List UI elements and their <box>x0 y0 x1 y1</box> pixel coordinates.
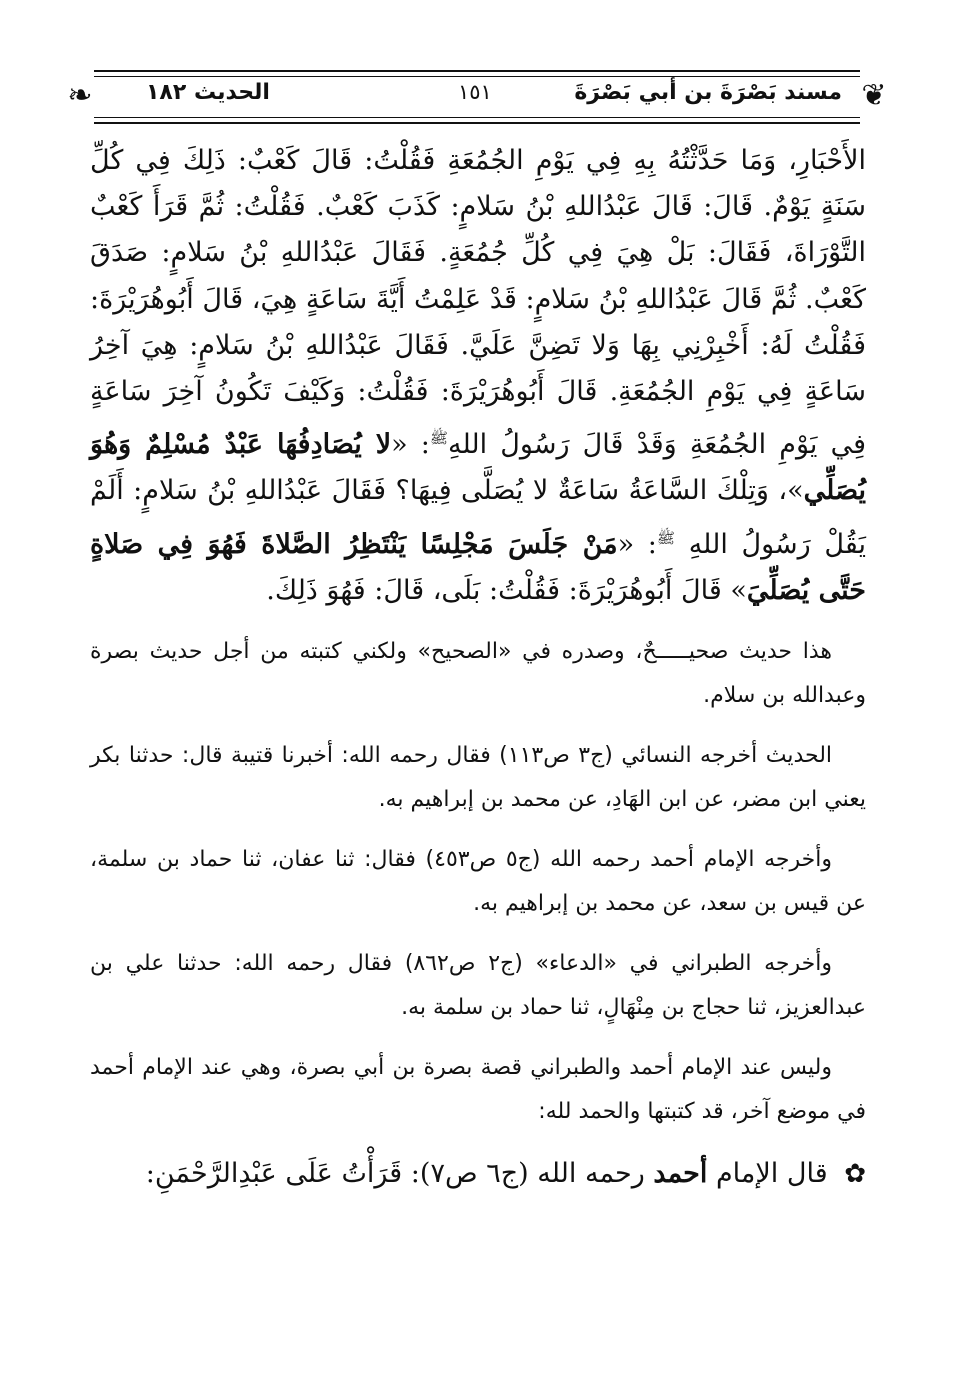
main-line-9b: » قَالَ <box>681 574 747 606</box>
ornament-left-icon: ❧ <box>67 78 93 113</box>
ornament-right-icon: ❦ <box>861 78 887 113</box>
page-content <box>90 138 866 1196</box>
main-line-7a: وَقَدْ قَالَ رَسُولُ اللهِ <box>448 429 677 461</box>
main-line-10: أَبُوهُرَيْرَةَ: فَقُلْتُ: بَلَى، قَالَ: فَهُوَ ذَلِكَ. <box>266 574 673 606</box>
main-line-3: التَّوْرَاةَ، فَقَالَ: بَلْ هِيَ فِي كُلِّ جُمُعَةٍ. فَقَالَ عَبْدُاللهِ بْنُ سَلامٍ: صَدَقَ كَعْبٌ. <box>90 237 866 315</box>
page-number: ١٥١ <box>458 80 492 104</box>
main-line-4: ثُمَّ قَالَ عَبْدُاللهِ بْنُ سَلامٍ: قَدْ عَلِمْتُ أَيَّةَ سَاعَةٍ هِيَ، قَالَ أَبُوهُرَيْرَةَ: فَقُلْتُ <box>90 283 866 361</box>
final-text-bold: أحمد <box>653 1158 708 1190</box>
flower-icon: ✿ <box>844 1159 866 1190</box>
note-paragraph-tabarani: وأخرجه الطبراني في «الدعاء» (ج٢ ص٨٦٢) فقال رحمه الله: حدثنا علي بن عبدالعزيز، ثنا حجاج بن مِنْهَالٍ، ثنا حماد بن سلمة به. <box>90 951 866 1021</box>
main-line-9a: : « <box>617 528 657 560</box>
hadith-label: الحديث ١٨٢ <box>146 80 270 105</box>
main-line-7b: : « <box>391 429 430 461</box>
main-line-8: السَّاعَةُ سَاعَةٌ لا يُصَلَّى فِيهَا؟ فَقَالَ عَبْدُاللهِ بْنُ سَلامٍ: أَلَمْ يَقُلْ رَسُولُ اللهِ <box>90 475 866 560</box>
main-line-7c: »، وَتِلْكَ <box>716 475 804 507</box>
next-narration-line <box>90 1152 866 1196</box>
note-paragraph-summary: وليس عند الإمام أحمد والطبراني قصة بصرة بن أبي بصرة، وهي عند الإمام أحمد في موضع آخر، قد كتبتها والحمد لله: <box>90 1055 866 1125</box>
book-section-title: مسند بَصْرَةَ بن أبي بَصْرَةَ <box>574 80 842 105</box>
page-header <box>66 70 888 128</box>
note-paragraph-grading: هذا حديث صحيـــــحٌ، وصدره في «الصحيح» ولكني كتبته من أجل حديث بصرة وعبدالله بن سلام. <box>90 639 866 709</box>
prophetic-quote-1: لا يُصَادِفُهَا عَبْدٌ مُسْلِمٌ وَهُوَ يُصَلِّي <box>90 429 866 507</box>
hadith-main-text <box>90 138 866 614</box>
main-line-1: الأَحْبَارِ، وَمَا حَدَّثْتُهُ بِهِ فِي يَوْمِ الجُمُعَةِ فَقُلْتُ: قَالَ كَعْبٌ: ذَلِكَ فِي كُلِّ سَنَةٍ <box>90 145 866 223</box>
note-paragraph-ahmad: وأخرجه الإمام أحمد رحمه الله (ج٥ ص٤٥٣) فقال: ثنا عفان، ثنا حماد بن سلمة، عن قيس بن سعد، عن محمد بن إبراهيم به. <box>90 847 866 917</box>
final-text-a: قال الإمام <box>715 1158 828 1190</box>
prophetic-quote-2: مَنْ جَلَسَ مَجْلِسًا يَنْتَظِرُ الصَّلاةَ فَهُوَ فِي صَلاةٍ حَتَّى يُصَلِّيَ <box>90 528 866 606</box>
note-paragraph-nasai: الحديث أخرجه النسائي (ج٣ ص١١٣) فقال رحمه الله: أخبرنا قتيبة قال: حدثنا بكر يعني ابن مضر، عن ابن الهَادِ، عن محمد بن إبراهيم به. <box>90 743 866 813</box>
salawat-icon: ﷺ <box>656 528 676 547</box>
main-line-2: يَوْمٌ. قَالَ: قَالَ عَبْدُاللهِ بْنُ سَلامٍ: كَذَبَ كَعْبٌ. فَقُلْتُ: ثُمَّ قَرَأَ كَعْبٌ <box>90 191 811 223</box>
main-line-5: لَهُ: أَخْبِرْنِي بِهَا وَلا تَضِنَّ عَلَيَّ. فَقَالَ عَبْدُاللهِ بْنُ سَلامٍ: هِيَ آخِرُ سَاعَةٍ فِي <box>90 329 866 408</box>
main-line-6: يَوْمِ الجُمُعَةِ. قَالَ أَبُوهُرَيْرَةَ: فَقُلْتُ: وَكَيْفَ تَكُونُ آخِرَ سَاعَةٍ فِي يَوْمِ الجُمُعَةِ <box>90 376 866 461</box>
salawat-icon: ﷺ <box>429 429 449 448</box>
final-text-b: رحمه الله (ج٦ ص٧): قَرَأْتُ عَلَى عَبْدِالرَّحْمَنِ: <box>145 1158 645 1190</box>
